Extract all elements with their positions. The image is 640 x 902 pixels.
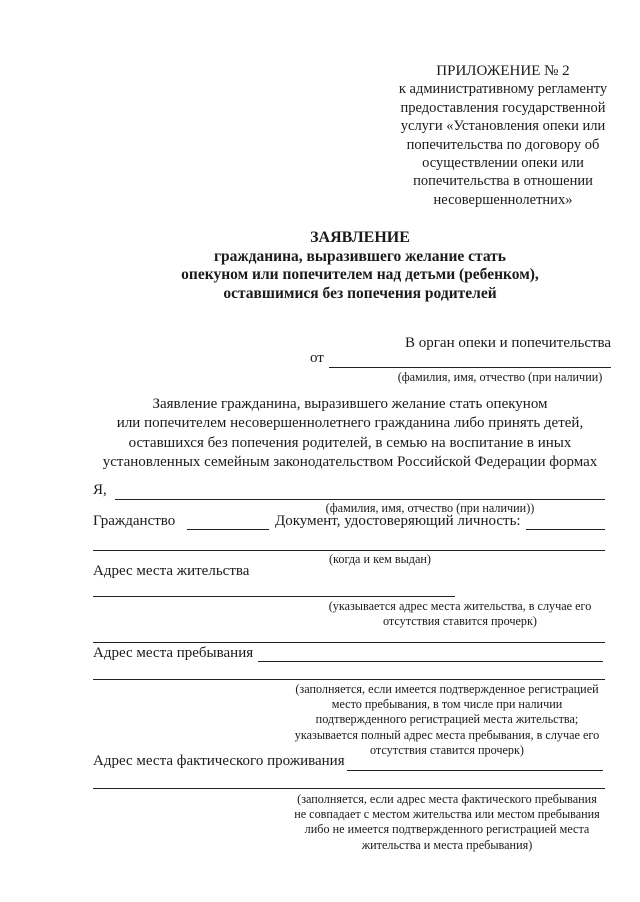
appendix-line: услуги «Установления опеки или	[400, 118, 606, 135]
issued-hint: (когда и кем выдан)	[329, 552, 431, 566]
appendix-block	[388, 62, 618, 209]
actual-address-field[interactable]	[347, 770, 603, 771]
stay-field[interactable]	[258, 661, 603, 662]
intro-line: оставшихся без попечения родителей, в семью на воспитание в иных	[128, 434, 572, 451]
residence-hint: (указывается адрес места жительства, в случае его отсутствия ставится прочерк)	[328, 599, 592, 629]
citizenship-field[interactable]	[187, 529, 269, 530]
id-document-label: Документ, удостоверяющий личность:	[275, 513, 521, 529]
heading-line: оставшимися без попечения родителей	[223, 284, 497, 302]
intro-paragraph	[92, 395, 608, 472]
id-issued-field[interactable]	[93, 550, 605, 551]
intro-line: Заявление гражданина, выразившего желание стать опекуном	[152, 396, 548, 412]
residence-extra-line[interactable]	[93, 642, 605, 643]
stay-extra-line[interactable]	[93, 679, 605, 680]
authority-label: В орган опеки и попечительства	[405, 335, 612, 351]
actual-address-label: Адрес места фактического проживания	[93, 753, 345, 769]
residence-field[interactable]	[93, 596, 455, 597]
intro-line: установленных семейным законодательством Российской Федерации формах	[102, 453, 598, 470]
appendix-line: попечительства по договору об	[406, 136, 600, 153]
residence-label: Адрес места жительства	[93, 563, 250, 579]
citizenship-label: Гражданство	[93, 513, 176, 529]
document-title: ЗАЯВЛЕНИЕ	[310, 229, 410, 246]
appendix-line: попечительства в отношении	[413, 173, 593, 190]
i-label: Я,	[93, 482, 107, 498]
appendix-line: предоставления государственной	[400, 99, 606, 116]
name-hint: (фамилия, имя, отчество (при наличии))	[325, 501, 535, 515]
appendix-title: ПРИЛОЖЕНИЕ № 2	[436, 63, 570, 79]
id-document-field[interactable]	[526, 529, 605, 530]
stay-hint: (заполняется, если имеется подтвержденное регистрацией место пребывания, в том числе при наличии подтвержденного регистрацией места жительства; указывается полный адрес места пребывания, в случае его отсутствия ставится прочерк)	[294, 682, 600, 757]
from-field[interactable]	[329, 367, 611, 368]
actual-address-hint: (заполняется, если адрес места фактического пребывания не совпадает с местом жительства или местом пребывания либо не имеется подтвержденного регистрацией места жительства и места пребывания)	[294, 792, 600, 852]
appendix-line: к административному регламенту	[398, 81, 608, 98]
from-hint: (фамилия, имя, отчество (при наличии)	[397, 370, 603, 384]
stay-label: Адрес места пребывания	[93, 645, 254, 661]
from-label: от	[310, 350, 324, 366]
full-name-field[interactable]	[115, 499, 605, 500]
heading-line: опекуном или попечителем над детьми (ребенком),	[181, 266, 539, 284]
appendix-line: несовершеннолетних»	[433, 191, 573, 208]
heading-line: гражданина, выразившего желание стать	[214, 247, 506, 265]
intro-line: или попечителем несовершеннолетнего гражданина либо принять детей,	[116, 415, 584, 432]
appendix-line: осуществлении опеки или	[422, 155, 584, 172]
actual-address-extra-line[interactable]	[93, 788, 605, 789]
document-heading	[150, 229, 570, 303]
